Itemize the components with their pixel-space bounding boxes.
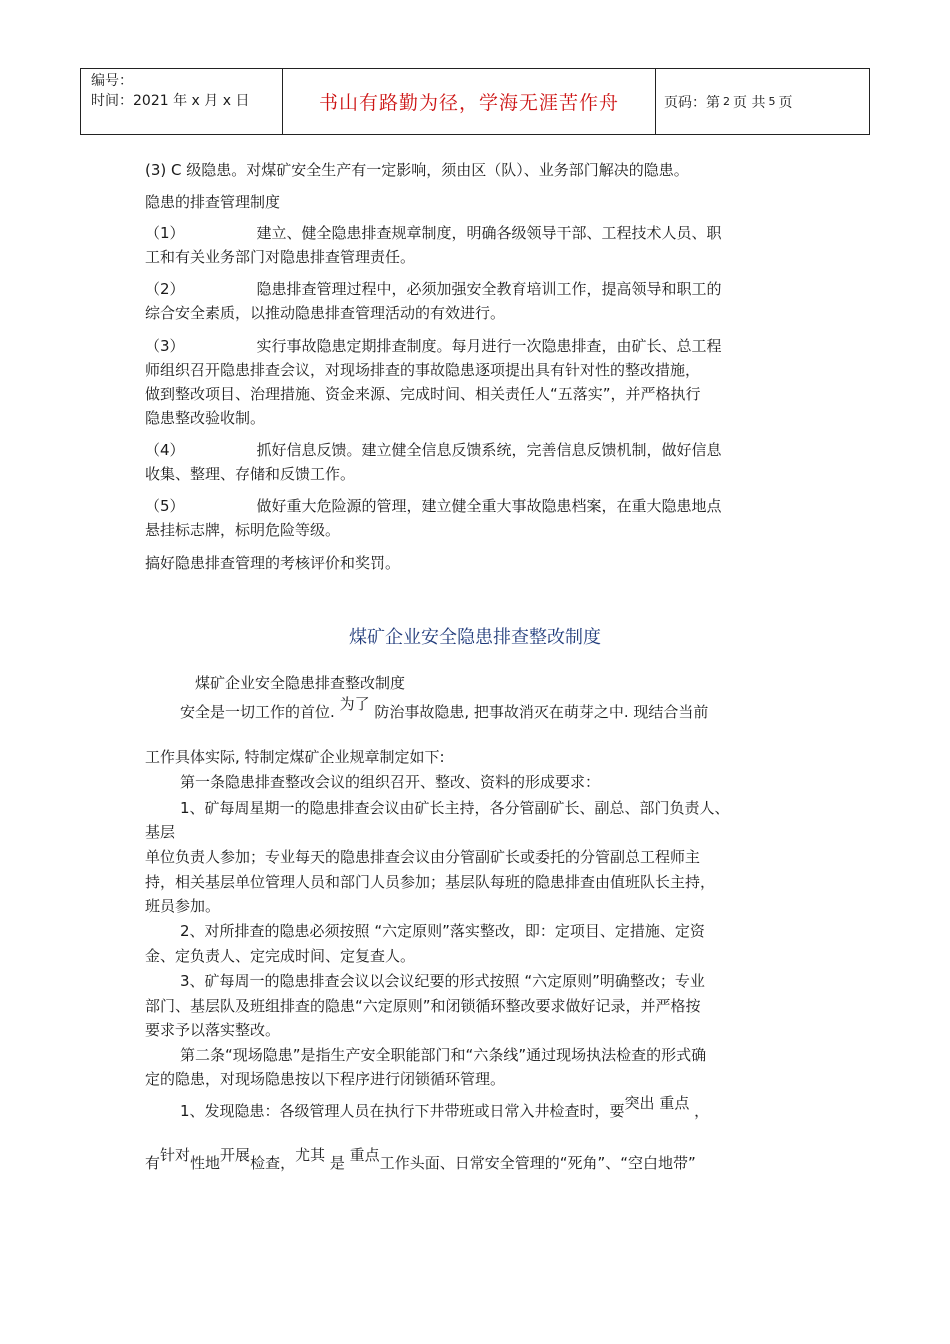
page-total: 5 [768,95,776,108]
item-3-line-4: 隐患整改验收制。 [145,409,266,427]
step-1-raised-1: 突出 [624,1094,655,1112]
item-2-num: （2） [145,280,185,298]
closing-line: 搞好隐患排查管理的考核评价和奖罚。 [145,554,401,572]
section-heading: 隐患的排查管理制度 [145,193,281,211]
item-4-num: （4） [145,441,185,459]
p3-line-3: 要求予以落实整改。 [145,1021,281,1039]
s2-raised-1: 针对 [160,1146,191,1164]
item-1-num: （1） [145,224,185,242]
item-4-text: 抓好信息反馈。建立健全信息反馈系统，完善信息反馈机制，做好信息 [256,441,722,459]
subtitle: 煤矿企业安全隐患排查整改制度 [195,674,406,692]
article-2-line-2: 定的隐患，对现场隐患按以下程序进行闭锁循环管理。 [145,1070,506,1088]
section-title: 煤矿企业安全隐患排查整改制度 [349,627,601,648]
p2-line-2: 金、定负责人、定完成时间、定复查人。 [145,947,416,965]
p1-line-3: 单位负责人参加；专业每天的隐患排查会议由分管副矿长或委托的分管副总工程师主 [145,848,701,866]
item-2-line-2: 综合安全素质，以推动隐患排查管理活动的有效进行。 [145,304,506,322]
intro-line-1 [180,695,709,722]
header-table [80,68,870,135]
s2-raised-3: 尤其 [295,1146,326,1164]
header-meta [81,69,283,134]
step-1-line-1 [180,1094,710,1121]
serial-label: 编号： [91,73,133,89]
item-2-text: 隐患排查管理过程中，必须加强安全教育培训工作，提高领导和职工的 [256,280,722,298]
step-1-raised-2: 重点 [659,1094,690,1112]
s2-e: 工作头面、日常安全管理的“死角”、“空白地带” [379,1154,696,1172]
item-3-text: 实行事故隐患定期排查制度。每月进行一次隐患排查，由矿长、总工程 [256,337,722,355]
p3-line-2: 部门、基层队及班组排查的隐患“六定原则”和闭锁循环整改要求做好记录，并严格按 [145,997,701,1015]
page-suffix: 页 [778,94,793,111]
intro-raised: 为了 [339,695,370,713]
p1-line-1: 1、矿每周星期一的隐患排查会议由矿长主持，各分管副矿长、副总、部门负责人、 [180,799,730,817]
intro-line-2: 工作具体实际, 特制定煤矿企业规章制定如下: [145,748,445,766]
s2-c: 检查， [250,1154,296,1172]
item-2-line-1 [145,279,722,299]
step-1-comma: ， [694,1102,710,1120]
p1-line-4: 持，相关基层单位管理人员和部门人员参加；基层队每班的隐患排查由值班队长主持， [145,873,716,891]
item-5-line-1 [145,496,722,516]
item-4-line-2: 收集、整理、存储和反馈工作。 [145,465,356,483]
intro-part-b: 防治事故隐患, 把事故消灭在萌芽之中. 现结合当前 [374,703,709,721]
step-1-text: 1、发现隐患：各级管理人员在执行下井带班或日常入井检查时，要 [180,1102,625,1120]
item-1-text: 建立、健全隐患排查规章制度，明确各级领导干部、工程技术人员、职 [256,224,722,242]
intro-part-a: 安全是一切工作的首位. [180,703,335,721]
header-motto: 书山有路勤为径，学海无涯苦作舟 [283,69,656,134]
s2-raised-4: 重点 [349,1146,380,1164]
c-level-line: (3) C 级隐患。对煤矿安全生产有一定影响，须由区（队）、业务部门解决的隐患。 [145,161,689,179]
s2-a: 有 [145,1154,161,1172]
page-prefix: 页码：第 [664,94,720,111]
p1-line-5: 班员参加。 [145,897,221,915]
item-4-line-1 [145,440,722,460]
item-3-line-3: 做到整改项目、治理措施、资金来源、完成时间、相关责任人“五落实”，并严格执行 [145,385,701,403]
article-1: 第一条隐患排查整改会议的组织召开、整改、资料的形成要求： [180,773,601,791]
page-mid: 页 共 [733,94,766,111]
p2-line-1: 2、对所排查的隐患必须按照 “六定原则”落实整改，即：定项目、定措施、定资 [180,922,705,940]
step-1-line-2 [145,1146,696,1173]
item-5-text: 做好重大危险源的管理，建立健全重大事故隐患档案，在重大隐患地点 [256,497,722,515]
item-3-line-1 [145,336,722,356]
s2-d: 是 [329,1154,345,1172]
s2-raised-2: 开展 [220,1146,251,1164]
page-number [656,69,869,134]
p3-line-1: 3、矿每周一的隐患排查会议以会议纪要的形式按照 “六定原则”明确整改；专业 [180,972,705,990]
article-2-line-1: 第二条“现场隐患”是指生产安全职能部门和“六条线”通过现场执法检查的形式确 [180,1046,707,1064]
item-3-line-2: 师组织召开隐患排查会议，对现场排查的事故隐患逐项提出具有针对性的整改措施， [145,361,701,379]
s2-b: 性地 [190,1154,221,1172]
item-1-line-2: 工和有关业务部门对隐患排查管理责任。 [145,248,416,266]
item-5-num: （5） [145,497,185,515]
time-label: 时间：2021 年 x 月 x 日 [91,93,250,109]
item-3-num: （3） [145,337,185,355]
page-current: 2 [723,95,730,108]
p1-line-2: 基层 [145,823,176,841]
item-1-line-1 [145,223,722,243]
item-5-line-2: 悬挂标志牌，标明危险等级。 [145,521,341,539]
